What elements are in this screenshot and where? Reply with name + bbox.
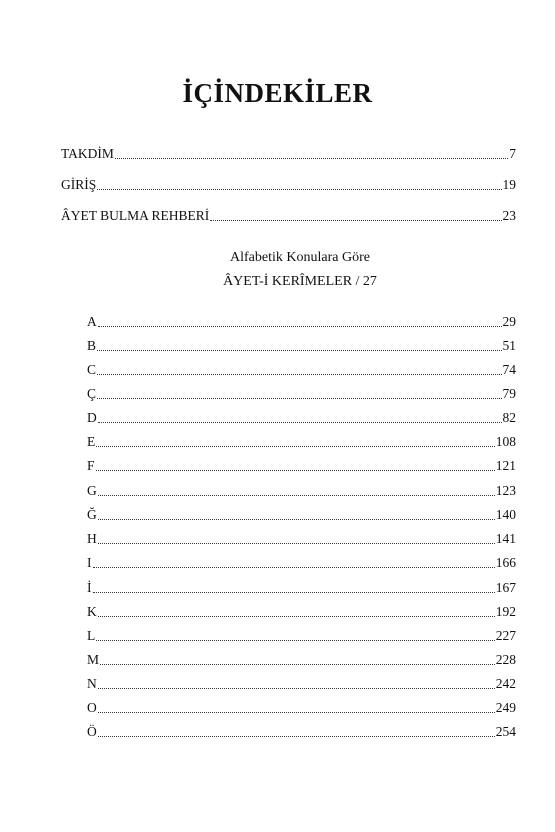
- toc-entry-page: 254: [495, 724, 516, 739]
- toc-entry-letter[interactable]: [87, 432, 516, 450]
- dot-leader: [96, 469, 495, 471]
- toc-entry-page: 23: [502, 208, 516, 223]
- toc-entry-label: A: [87, 314, 97, 329]
- dot-leader: [93, 591, 495, 593]
- toc-entry-page: 141: [495, 531, 516, 546]
- toc-entry-letter[interactable]: [87, 602, 516, 620]
- dot-leader: [98, 494, 495, 496]
- dot-leader: [98, 325, 502, 327]
- toc-entry-label: D: [87, 410, 97, 425]
- toc-entry-label: L: [87, 628, 96, 643]
- toc-entry-label: F: [87, 458, 95, 473]
- dot-leader: [97, 373, 501, 375]
- toc-entry-page: 51: [502, 338, 516, 353]
- toc-entry-label: G: [87, 483, 97, 498]
- toc-entry-label: Ö: [87, 724, 97, 739]
- toc-entry-letter[interactable]: [87, 674, 516, 692]
- toc-entry-page: 140: [495, 507, 516, 522]
- toc-entry-page: 192: [495, 604, 516, 619]
- toc-entry-letter[interactable]: [87, 481, 516, 499]
- toc-entry-letter[interactable]: [87, 722, 516, 740]
- toc-entry-label: Ç: [87, 386, 97, 401]
- dot-leader: [98, 615, 495, 617]
- toc-entry-page: 249: [495, 700, 516, 715]
- toc-entry-letter[interactable]: [87, 384, 516, 402]
- dot-leader: [98, 421, 502, 423]
- page-title: İÇİNDEKİLER: [182, 78, 373, 108]
- toc-entry-label: B: [87, 338, 97, 353]
- toc-entry-ayet-bulma-rehberi[interactable]: [61, 206, 516, 224]
- toc-entry-takdim[interactable]: [61, 144, 516, 162]
- dot-leader: [98, 687, 495, 689]
- toc-entry-label: C: [87, 362, 97, 377]
- toc-entry-label: İ: [87, 580, 92, 595]
- toc-entry-label: E: [87, 434, 96, 449]
- toc-entry-page: 29: [502, 314, 516, 329]
- toc-entry-letter[interactable]: [87, 336, 516, 354]
- dot-leader: [98, 518, 495, 520]
- toc-entry-page: 19: [502, 177, 516, 192]
- dot-leader: [98, 711, 495, 713]
- section-subtitle: Alfabetik Konulara Göre: [230, 250, 370, 265]
- toc-entry-page: 79: [502, 386, 516, 401]
- dot-leader: [98, 735, 495, 737]
- toc-entry-page: 74: [502, 362, 516, 377]
- toc-entry-page: 121: [495, 458, 516, 473]
- toc-entry-letter[interactable]: [87, 650, 516, 668]
- toc-entry-page: 227: [495, 628, 516, 643]
- toc-entry-page: 228: [495, 652, 516, 667]
- dot-leader: [96, 639, 495, 641]
- toc-entry-letter[interactable]: [87, 505, 516, 523]
- toc-entry-letter[interactable]: [87, 408, 516, 426]
- dot-leader: [100, 663, 495, 665]
- toc-entry-page: 242: [495, 676, 516, 691]
- toc-entry-letter[interactable]: [87, 312, 516, 330]
- toc-entry-label: Ğ: [87, 507, 97, 522]
- dot-leader: [97, 397, 501, 399]
- toc-entry-label: K: [87, 604, 97, 619]
- toc-entry-letter[interactable]: [87, 529, 516, 547]
- toc-entry-label: GİRİŞ: [61, 177, 97, 192]
- dot-leader: [210, 219, 501, 221]
- dot-leader: [93, 566, 495, 568]
- toc-entry-letter[interactable]: [87, 578, 516, 596]
- toc-entry-label: N: [87, 676, 97, 691]
- dot-leader: [98, 542, 495, 544]
- dot-leader: [96, 445, 495, 447]
- toc-entry-page: 82: [502, 410, 516, 425]
- toc-entry-giris[interactable]: [61, 175, 516, 193]
- toc-entry-page: 123: [495, 483, 516, 498]
- toc-entry-page: 166: [495, 555, 516, 570]
- toc-entry-label: ÂYET BULMA REHBERİ: [61, 208, 210, 223]
- toc-entry-letter[interactable]: [87, 553, 516, 571]
- toc-entry-letter[interactable]: [87, 698, 516, 716]
- section-heading: ÂYET-İ KERÎMELER / 27: [223, 274, 377, 289]
- toc-entry-letter[interactable]: [87, 626, 516, 644]
- toc-entry-page: 167: [495, 580, 516, 595]
- toc-entry-letter[interactable]: [87, 456, 516, 474]
- dot-leader: [97, 188, 501, 190]
- toc-entry-page: 108: [495, 434, 516, 449]
- toc-entry-label: O: [87, 700, 97, 715]
- toc-entry-label: H: [87, 531, 97, 546]
- toc-entry-label: I: [87, 555, 92, 570]
- toc-entry-letter[interactable]: [87, 360, 516, 378]
- toc-entry-page: 7: [509, 146, 516, 161]
- toc-entry-label: M: [87, 652, 100, 667]
- toc-entry-label: TAKDİM: [61, 146, 114, 161]
- dot-leader: [115, 157, 508, 159]
- dot-leader: [97, 349, 501, 351]
